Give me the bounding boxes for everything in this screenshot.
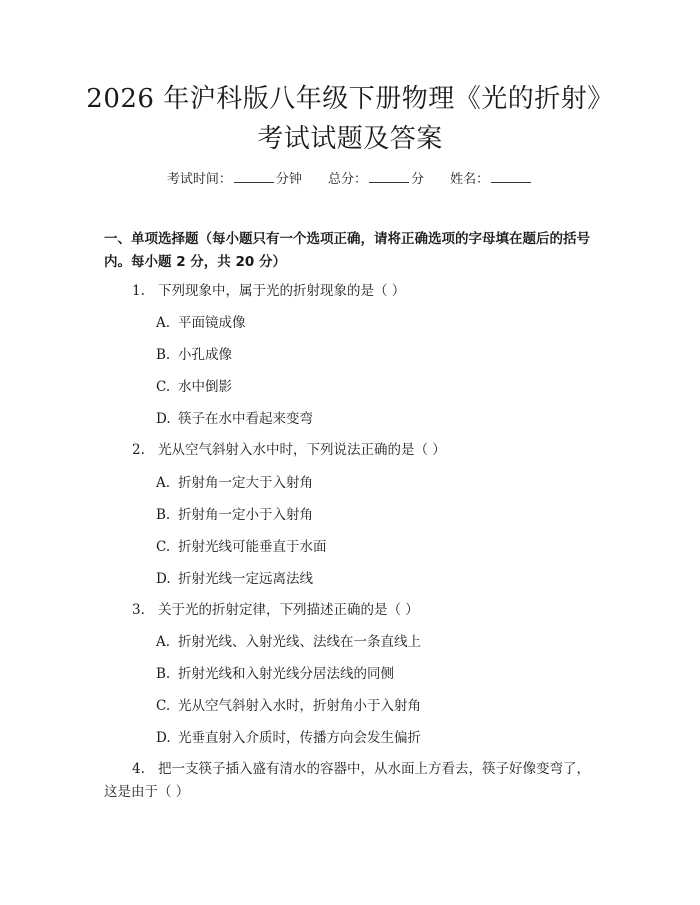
option-text: 折射光线、入射光线、法线在一条直线上 [178, 634, 421, 650]
option-text: 小孔成像 [178, 347, 232, 363]
option-letter: C. [156, 539, 171, 555]
option-3c [156, 696, 421, 716]
option-2c [156, 537, 327, 557]
option-letter: C. [156, 698, 171, 714]
option-letter: A. [156, 475, 171, 491]
option-text: 平面镜成像 [178, 315, 246, 331]
option-text: 光垂直射入介质时，传播方向会发生偏折 [178, 730, 421, 746]
time-blank[interactable] [234, 170, 274, 183]
option-3d [156, 728, 421, 748]
question-2 [132, 440, 446, 460]
option-letter: D. [156, 571, 171, 587]
option-text: 折射角一定大于入射角 [178, 475, 313, 491]
option-2b [156, 505, 313, 525]
name-blank[interactable] [491, 170, 531, 183]
question-number: 3. [132, 602, 145, 618]
section-heading: 一、单项选择题（每小题只有一个选项正确，请将正确选项的字母填在题后的括号内。每小题 2 分，共 20 分） [104, 231, 590, 270]
option-letter: A. [156, 315, 171, 331]
option-letter: D. [156, 411, 171, 427]
page-title-line1: 2026 年沪科版八年级下册物理《光的折射》 [86, 84, 614, 114]
score-unit: 分 [411, 172, 425, 187]
question-number: 4. [132, 761, 145, 777]
option-text: 折射角一定小于入射角 [178, 507, 313, 523]
option-text: 水中倒影 [178, 379, 232, 395]
exam-name [450, 172, 533, 187]
option-text: 折射光线一定远离法线 [178, 571, 313, 587]
score-label: 总分： [327, 172, 367, 187]
time-unit: 分钟 [275, 172, 302, 187]
question-text: 把一支筷子插入盛有清水的容器中，从水面上方看去，筷子好像变弯了，这是由于（ ） [104, 761, 590, 800]
option-letter: B. [156, 507, 171, 523]
option-text: 折射光线可能垂直于水面 [178, 539, 327, 555]
question-1 [132, 281, 405, 301]
option-1d [156, 409, 313, 429]
question-text: 下列现象中，属于光的折射现象的是（ ） [158, 283, 406, 299]
question-number: 1. [132, 283, 145, 299]
score-blank[interactable] [369, 170, 409, 183]
option-3b [156, 664, 394, 684]
option-2d [156, 569, 313, 589]
question-number: 2. [132, 442, 145, 458]
question-3 [132, 600, 419, 620]
option-text: 光从空气斜射入水时，折射角小于入射角 [178, 698, 421, 714]
option-text: 折射光线和入射光线分居法线的同侧 [178, 666, 394, 682]
question-4 [104, 758, 600, 804]
option-text: 筷子在水中看起来变弯 [178, 411, 313, 427]
option-2a [156, 473, 313, 493]
name-label: 姓名： [450, 172, 490, 187]
option-letter: D. [156, 730, 171, 746]
question-text: 关于光的折射定律，下列描述正确的是（ ） [158, 602, 419, 618]
option-letter: C. [156, 379, 171, 395]
option-letter: B. [156, 666, 171, 682]
option-letter: B. [156, 347, 171, 363]
option-1b [156, 345, 232, 365]
option-3a [156, 632, 421, 652]
time-label: 考试时间： [166, 172, 232, 187]
question-text: 光从空气斜射入水中时，下列说法正确的是（ ） [158, 442, 446, 458]
option-1c [156, 377, 232, 397]
exam-time [167, 172, 302, 187]
page-title-line2: 考试试题及答案 [257, 124, 443, 154]
exam-meta [0, 170, 700, 189]
exam-score [328, 172, 424, 187]
option-1a [156, 313, 246, 333]
option-letter: A. [156, 634, 171, 650]
